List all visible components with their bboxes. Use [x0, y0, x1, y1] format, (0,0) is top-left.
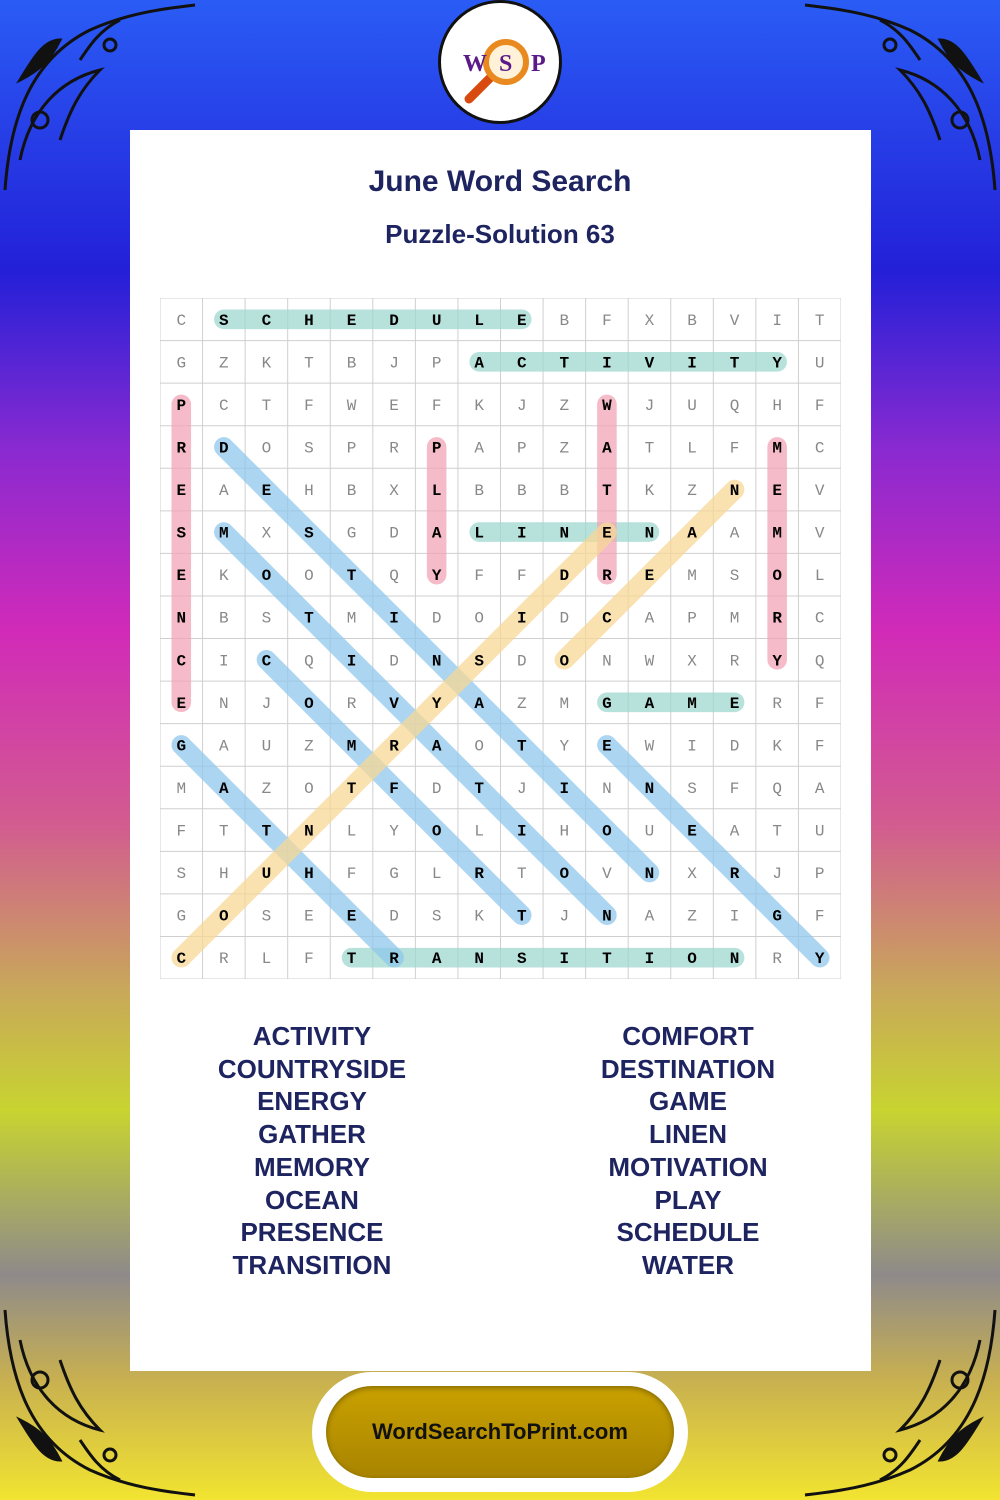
word-list-item: PRESENCE: [240, 1217, 384, 1248]
grid-letter: E: [516, 311, 527, 330]
grid-letter: I: [687, 737, 697, 756]
grid-letter: H: [772, 396, 782, 415]
grid-letter: L: [431, 482, 442, 501]
grid-letter: R: [474, 865, 485, 884]
grid-letter: A: [729, 524, 740, 543]
grid-letter: I: [219, 652, 229, 671]
grid-letter: I: [559, 950, 570, 969]
word-list-left: [122, 1020, 502, 1282]
grid-letter: C: [602, 609, 612, 628]
grid-letter: D: [559, 609, 570, 628]
grid-letter: C: [219, 396, 229, 415]
grid-letter: I: [346, 652, 357, 671]
grid-letter: D: [389, 652, 399, 671]
grid-letter: K: [772, 737, 782, 756]
grid-letter: L: [474, 524, 485, 543]
grid-letter: J: [644, 396, 655, 415]
grid-letter: L: [474, 822, 485, 841]
grid-letter: T: [261, 822, 272, 841]
grid-letter: C: [261, 311, 272, 330]
grid-letter: A: [474, 354, 485, 373]
grid-letter: W: [346, 396, 357, 415]
grid-letter: D: [559, 567, 570, 586]
word-list-item: LINEN: [649, 1119, 727, 1150]
grid-letter: Q: [729, 396, 740, 415]
grid-letter: L: [431, 865, 442, 884]
grid-letter: N: [602, 779, 612, 798]
grid-letter: S: [516, 950, 527, 969]
grid-letter: E: [729, 694, 740, 713]
grid-letter: S: [176, 865, 187, 884]
grid-letter: C: [176, 652, 187, 671]
grid-letter: B: [559, 482, 570, 501]
grid-letter: I: [687, 354, 697, 373]
grid-letter: O: [261, 439, 272, 458]
grid-letter: D: [389, 311, 399, 330]
grid-letter: I: [516, 822, 527, 841]
grid-letter: S: [176, 524, 187, 543]
grid-letter: N: [644, 865, 655, 884]
word-list-item: GAME: [649, 1086, 727, 1117]
grid-letter: K: [474, 396, 485, 415]
grid-letter: F: [729, 439, 740, 458]
grid-letter: T: [602, 482, 612, 501]
grid-letter: U: [644, 822, 655, 841]
grid-letter: T: [772, 822, 782, 841]
grid-letter: S: [261, 907, 272, 926]
grid-letter: G: [176, 907, 187, 926]
grid-letter: W: [644, 652, 655, 671]
grid-letter: B: [474, 482, 485, 501]
grid-letter: R: [389, 950, 399, 969]
grid-letter: C: [814, 439, 825, 458]
grid-letter: H: [304, 865, 314, 884]
grid-letter: Y: [559, 737, 570, 756]
grid-letter: N: [729, 950, 740, 969]
word-list-item: ENERGY: [257, 1086, 367, 1117]
grid-letter: M: [346, 609, 357, 628]
grid-letter: T: [346, 950, 357, 969]
grid-letter: N: [644, 779, 655, 798]
grid-letter: J: [516, 779, 527, 798]
grid-letter: D: [219, 439, 229, 458]
grid-letter: A: [474, 694, 485, 713]
magnifier-icon: [441, 3, 559, 121]
grid-letter: O: [304, 567, 314, 586]
grid-letter: V: [389, 694, 399, 713]
logo-letter-p: P: [531, 51, 546, 77]
grid-letter: G: [176, 737, 187, 756]
grid-letter: A: [644, 907, 655, 926]
grid-letter: T: [516, 907, 527, 926]
grid-letter: B: [687, 311, 697, 330]
grid-letter: C: [176, 311, 187, 330]
grid-letter: K: [644, 482, 655, 501]
grid-letter: B: [346, 354, 357, 373]
grid-letter: Q: [389, 567, 399, 586]
grid-letter: F: [431, 396, 442, 415]
grid-letter: M: [772, 524, 782, 543]
grid-letter: R: [219, 950, 229, 969]
grid-letter: S: [431, 907, 442, 926]
grid-letter: T: [261, 396, 272, 415]
grid-letter: O: [559, 865, 570, 884]
grid-letter: C: [261, 652, 272, 671]
grid-letter: K: [219, 567, 229, 586]
grid-letter: T: [304, 354, 314, 373]
grid-letter: Y: [814, 950, 825, 969]
grid-letter: M: [687, 694, 697, 713]
grid-letter: L: [474, 311, 485, 330]
grid-letter: R: [729, 652, 740, 671]
grid-letter: R: [389, 439, 399, 458]
grid-letter: E: [772, 482, 782, 501]
grid-letter: Z: [687, 907, 697, 926]
grid-letter: T: [559, 354, 570, 373]
page-subtitle: Puzzle-Solution 63: [385, 219, 615, 249]
grid-letter: Y: [389, 822, 399, 841]
grid-letter: A: [644, 694, 655, 713]
grid-letter: M: [176, 779, 187, 798]
word-list-item: ACTIVITY: [252, 1021, 372, 1051]
grid-letter: A: [431, 737, 442, 756]
grid-letter: S: [474, 652, 485, 671]
grid-letter: E: [389, 396, 399, 415]
grid-letter: A: [687, 524, 697, 543]
word-list-item: OCEAN: [265, 1184, 359, 1215]
grid-letter: F: [814, 694, 825, 713]
word-list-item: COMFORT: [622, 1021, 754, 1051]
word-list-item: WATER: [642, 1249, 734, 1280]
grid-letter: R: [772, 609, 782, 628]
grid-letter: F: [346, 865, 357, 884]
grid-letter: T: [346, 567, 357, 586]
grid-letter: E: [602, 737, 612, 756]
grid-letter: K: [474, 907, 485, 926]
grid-letter: O: [219, 907, 229, 926]
grid-letter: I: [389, 609, 399, 628]
grid-letter: Y: [772, 354, 782, 373]
grid-letter: F: [304, 396, 314, 415]
grid-letter: F: [176, 822, 187, 841]
grid-letter: A: [219, 779, 229, 798]
grid-letter: N: [176, 609, 187, 628]
logo-letter-s: S: [499, 51, 513, 77]
grid-letter: O: [304, 779, 314, 798]
grid-letter: F: [814, 907, 825, 926]
grid-letter: X: [687, 652, 697, 671]
grid-letter: E: [602, 524, 612, 543]
grid-letter: G: [772, 907, 782, 926]
grid-letter: D: [389, 524, 399, 543]
grid-letter: F: [602, 311, 612, 330]
grid-letter: D: [431, 779, 442, 798]
grid-letter: D: [516, 652, 527, 671]
grid-letter: E: [261, 482, 272, 501]
grid-letter: N: [644, 524, 655, 543]
grid-letter: P: [516, 439, 527, 458]
grid-letter: S: [729, 567, 740, 586]
grid-letter: Z: [219, 354, 229, 373]
grid-letter: I: [729, 907, 740, 926]
grid-letter: E: [644, 567, 655, 586]
word-list-item: MOTIVATION: [608, 1151, 768, 1182]
grid-letter: X: [644, 311, 655, 330]
site-link-text: WordSearchToPrint.com: [372, 1419, 628, 1444]
grid-letter: O: [431, 822, 442, 841]
grid-letter: I: [559, 779, 570, 798]
grid-letter: G: [346, 524, 357, 543]
grid-letter: K: [261, 354, 272, 373]
grid-letter: H: [304, 482, 314, 501]
grid-letter: E: [176, 482, 187, 501]
grid-letter: I: [772, 311, 782, 330]
grid-letter: Q: [814, 652, 825, 671]
grid-letter: R: [389, 737, 399, 756]
grid-letter: B: [516, 482, 527, 501]
grid-letter: I: [644, 950, 655, 969]
grid-letter: H: [304, 311, 314, 330]
grid-letter: I: [516, 524, 527, 543]
logo-letter-w: W: [463, 51, 487, 77]
grid-letter: Y: [431, 567, 442, 586]
grid-letter: E: [346, 311, 357, 330]
grid-letter: M: [219, 524, 229, 543]
grid-letter: L: [814, 567, 825, 586]
grid-letter: P: [431, 354, 442, 373]
grid-letter: A: [474, 439, 485, 458]
grid-letter: T: [729, 354, 740, 373]
site-link-badge[interactable]: [326, 1386, 674, 1478]
grid-letter: N: [602, 652, 612, 671]
grid-letter: N: [559, 524, 570, 543]
grid-letter: V: [814, 482, 825, 501]
grid-letter: J: [389, 354, 399, 373]
grid-letter: O: [559, 652, 570, 671]
grid-letter: C: [814, 609, 825, 628]
grid-letter: R: [772, 950, 782, 969]
grid-letter: R: [729, 865, 740, 884]
grid-letter: R: [772, 694, 782, 713]
grid-letter: I: [516, 609, 527, 628]
grid-letter: W: [602, 396, 612, 415]
grid-letter: Y: [772, 652, 782, 671]
word-list-item: TRANSITION: [232, 1249, 392, 1280]
grid-letter: O: [772, 567, 782, 586]
grid-letter: V: [814, 524, 825, 543]
word-list-item: SCHEDULE: [616, 1217, 760, 1248]
grid-letter: P: [176, 396, 187, 415]
grid-letter: N: [431, 652, 442, 671]
grid-letter: F: [474, 567, 485, 586]
grid-letter: Z: [261, 779, 272, 798]
grid-letter: P: [814, 865, 825, 884]
grid-letter: W: [644, 737, 655, 756]
grid-letter: R: [346, 694, 357, 713]
grid-letter: Z: [304, 737, 314, 756]
grid-letter: J: [261, 694, 272, 713]
grid-letter: A: [431, 524, 442, 543]
grid-letter: O: [261, 567, 272, 586]
grid-letter: O: [602, 822, 612, 841]
grid-letter: V: [602, 865, 612, 884]
word-list-item: PLAY: [654, 1184, 722, 1215]
grid-letter: G: [602, 694, 612, 713]
grid-letter: T: [516, 865, 527, 884]
grid-letter: N: [602, 907, 612, 926]
page-title: June Word Search: [368, 165, 632, 198]
grid-letter: O: [304, 694, 314, 713]
grid-letter: S: [304, 439, 314, 458]
grid-letter: T: [644, 439, 655, 458]
grid-letter: Z: [559, 396, 570, 415]
word-list-item: GATHER: [258, 1119, 366, 1150]
grid-letter: E: [687, 822, 697, 841]
grid-letter: T: [602, 950, 612, 969]
grid-letter: L: [687, 439, 697, 458]
grid-letter: E: [304, 907, 314, 926]
grid-letter: B: [346, 482, 357, 501]
grid-letter: Q: [772, 779, 782, 798]
grid-letter: R: [176, 439, 187, 458]
grid-letter: E: [176, 567, 187, 586]
grid-letter: V: [729, 311, 740, 330]
grid-letter: F: [814, 737, 825, 756]
grid-letter: S: [219, 311, 229, 330]
grid-letter: F: [389, 779, 399, 798]
wsp-logo: [438, 0, 562, 124]
grid-letter: S: [687, 779, 697, 798]
grid-letter: A: [219, 482, 229, 501]
grid-letter: M: [687, 567, 697, 586]
grid-letter: A: [644, 609, 655, 628]
grid-letter: B: [559, 311, 570, 330]
grid-letter: I: [602, 354, 612, 373]
grid-letter: C: [176, 950, 187, 969]
grid-letter: O: [474, 737, 485, 756]
grid-letter: Q: [304, 652, 314, 671]
grid-letter: L: [346, 822, 357, 841]
grid-letter: P: [431, 439, 442, 458]
grid-letter: U: [814, 354, 825, 373]
grid-letter: D: [389, 907, 399, 926]
grid-letter: M: [772, 439, 782, 458]
grid-letter: G: [389, 865, 399, 884]
grid-letter: A: [814, 779, 825, 798]
grid-letter: A: [602, 439, 612, 458]
grid-letter: N: [304, 822, 314, 841]
grid-letter: F: [729, 779, 740, 798]
word-list-item: MEMORY: [253, 1151, 371, 1182]
grid-letter: C: [516, 354, 527, 373]
grid-letter: P: [687, 609, 697, 628]
grid-letter: M: [729, 609, 740, 628]
grid-letter: P: [346, 439, 357, 458]
grid-letter: X: [389, 482, 399, 501]
word-search-grid: [160, 298, 841, 979]
word-list-right: [498, 1020, 878, 1282]
grid-letter: G: [176, 354, 187, 373]
grid-letter: T: [814, 311, 825, 330]
grid-letter: H: [559, 822, 570, 841]
grid-letter: J: [772, 865, 782, 884]
grid-letter: N: [219, 694, 229, 713]
grid-letter: T: [346, 779, 357, 798]
grid-letter: D: [729, 737, 740, 756]
grid-letter: F: [814, 396, 825, 415]
grid-letter: U: [431, 311, 442, 330]
grid-letter: Z: [687, 482, 697, 501]
grid-letter: T: [516, 737, 527, 756]
grid-letter: U: [687, 396, 697, 415]
grid-letter: H: [219, 865, 229, 884]
grid-letter: D: [431, 609, 442, 628]
grid-letter: M: [346, 737, 357, 756]
grid-letter: Y: [431, 694, 442, 713]
word-list-item: DESTINATION: [600, 1053, 776, 1084]
grid-letter: A: [219, 737, 229, 756]
grid-letter: A: [431, 950, 442, 969]
grid-letter: O: [687, 950, 697, 969]
grid-letter: X: [261, 524, 272, 543]
grid-letter: V: [644, 354, 655, 373]
grid-letter: N: [729, 482, 740, 501]
grid-letter: M: [559, 694, 570, 713]
grid-letter: R: [602, 567, 612, 586]
grid-letter: U: [261, 737, 272, 756]
grid-letter: B: [219, 609, 229, 628]
grid-letter: S: [304, 524, 314, 543]
word-list-item: COUNTRYSIDE: [217, 1053, 407, 1084]
grid-letter: S: [261, 609, 272, 628]
grid-letter: J: [516, 396, 527, 415]
grid-letter: T: [219, 822, 229, 841]
grid-letter: F: [304, 950, 314, 969]
grid-letter: E: [346, 907, 357, 926]
grid-letter: T: [474, 779, 485, 798]
grid-letter: X: [687, 865, 697, 884]
grid-letter: E: [176, 694, 187, 713]
grid-letter: F: [516, 567, 527, 586]
grid-letter: Z: [559, 439, 570, 458]
grid-letter: L: [261, 950, 272, 969]
grid-letter: Z: [516, 694, 527, 713]
grid-letter: O: [474, 609, 485, 628]
grid-letter: U: [261, 865, 272, 884]
grid-letter: T: [304, 609, 314, 628]
grid-letter: J: [559, 907, 570, 926]
grid-letter: N: [474, 950, 485, 969]
grid-letter: A: [729, 822, 740, 841]
grid-letter: U: [814, 822, 825, 841]
